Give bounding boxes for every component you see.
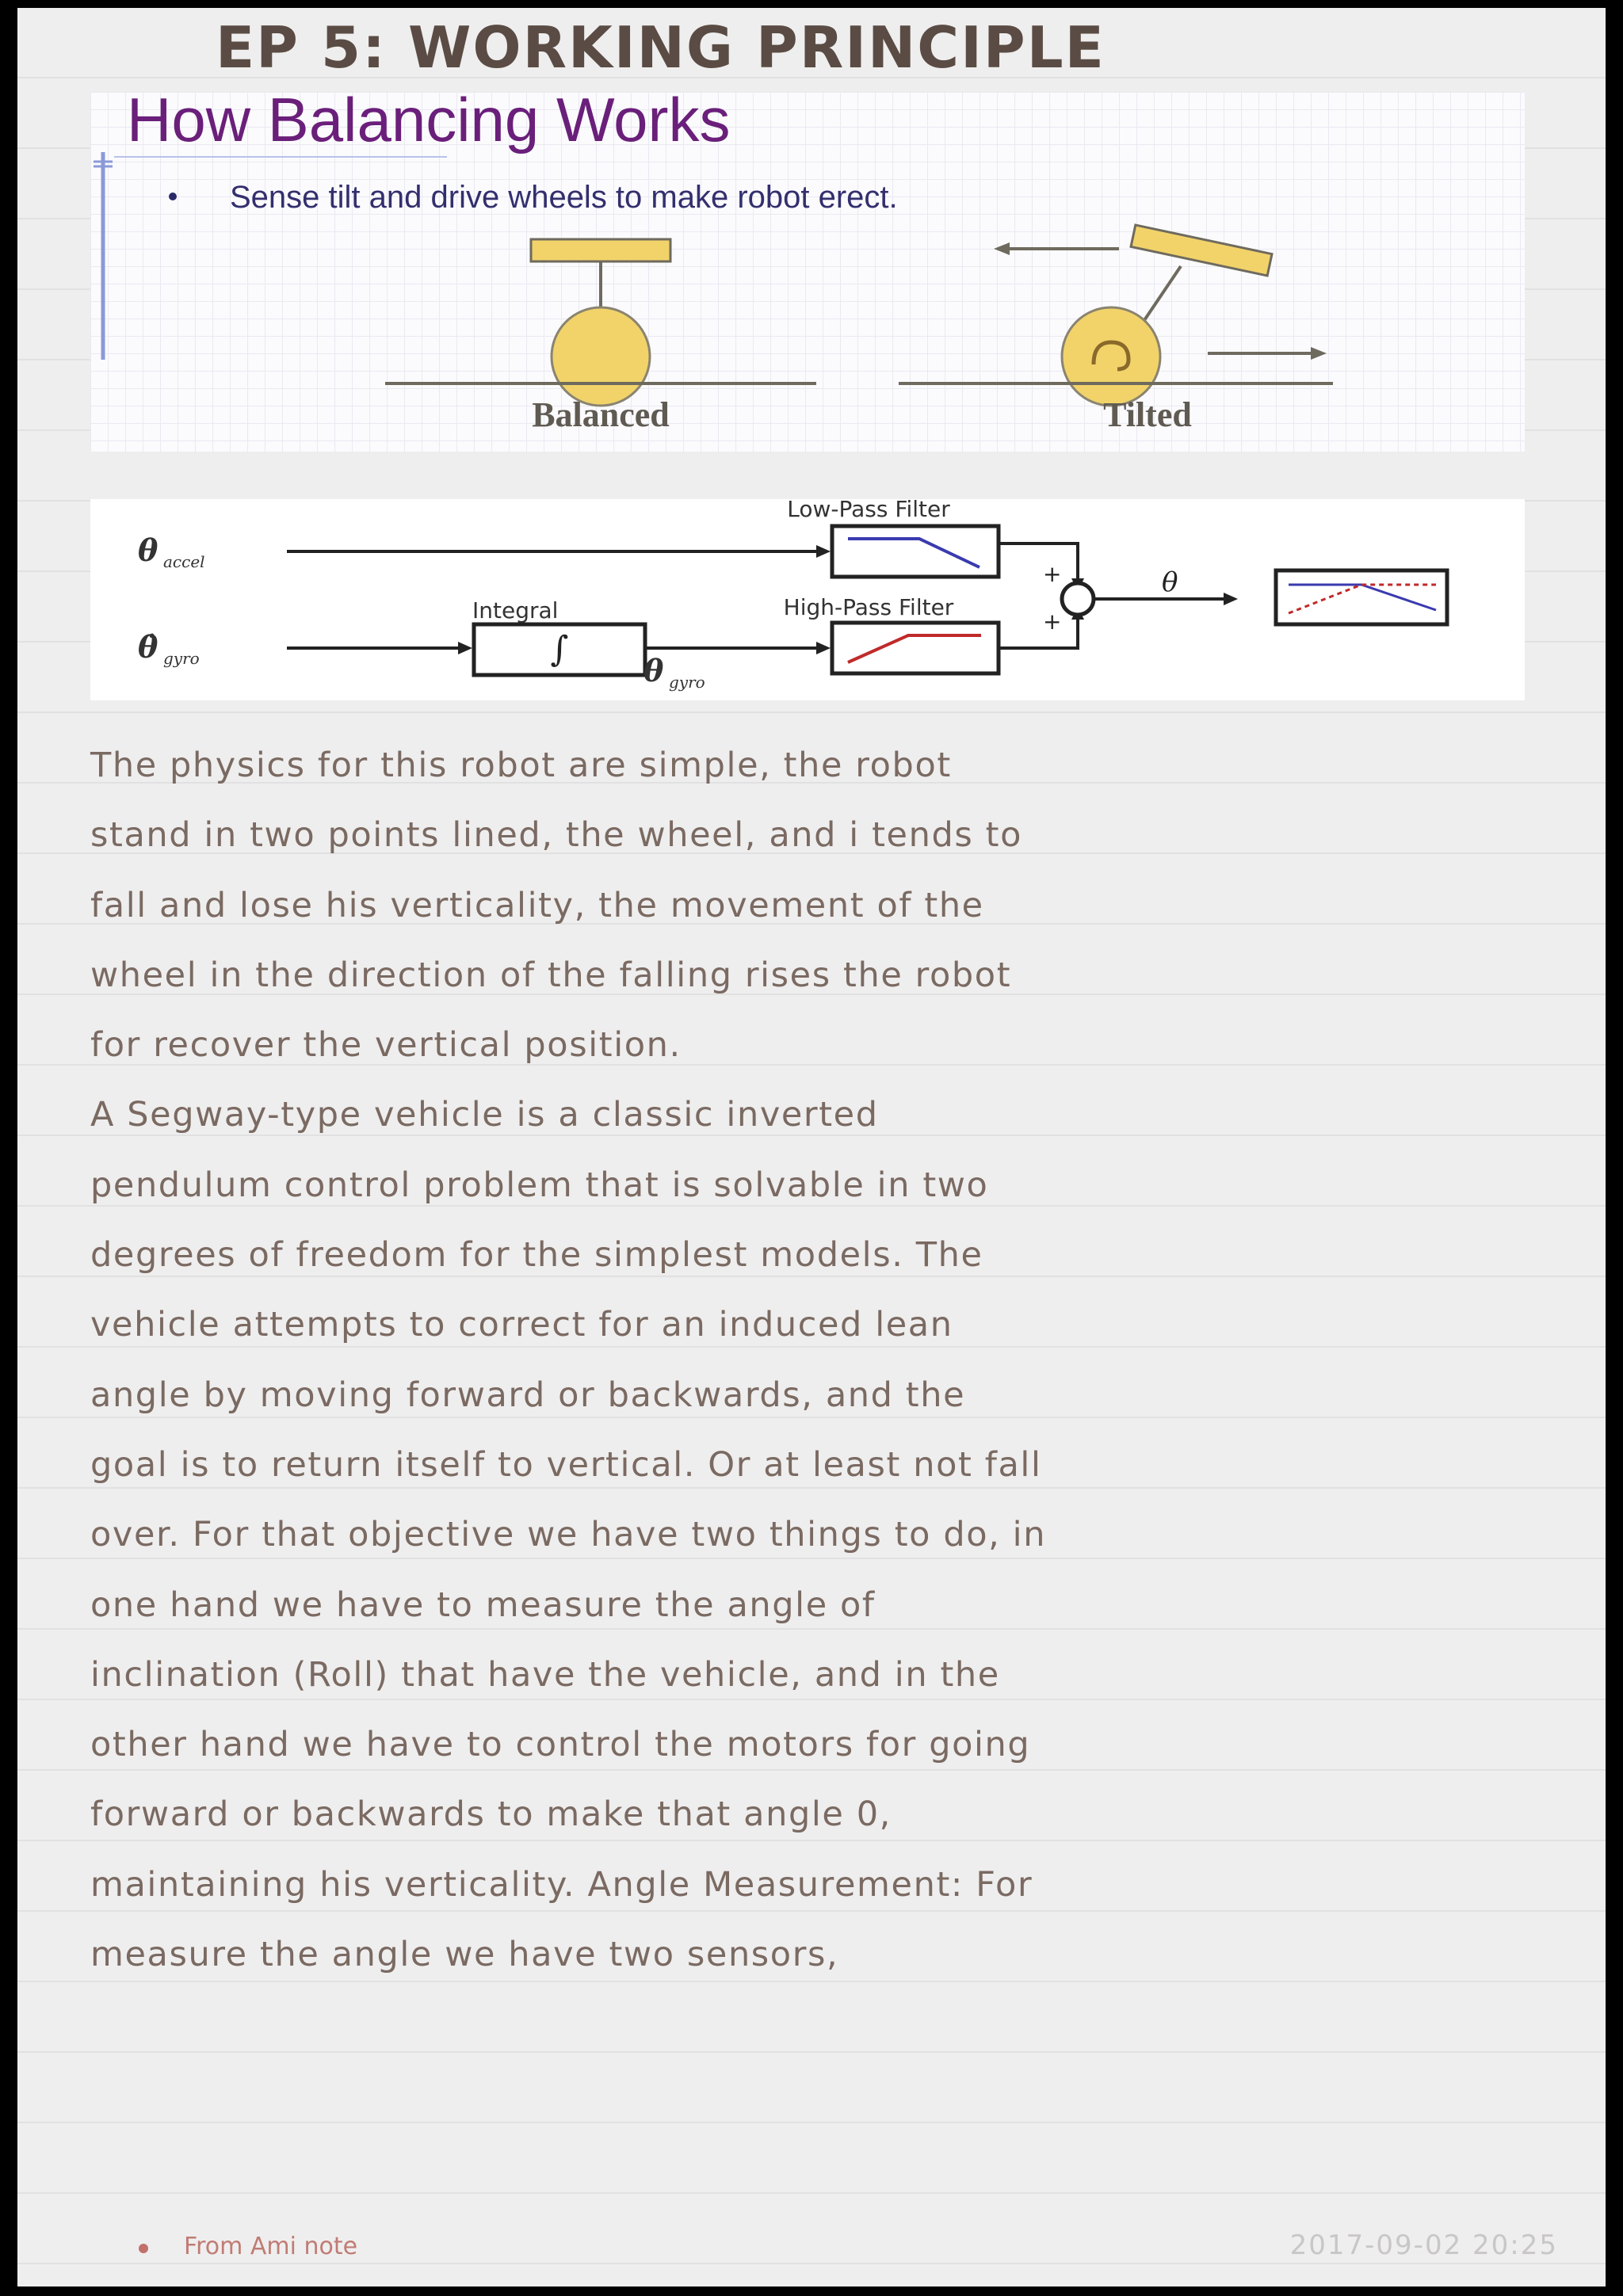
input-theta-accel: θ xyxy=(138,532,158,568)
note-source-label[interactable]: From Ami note xyxy=(184,2233,358,2260)
figure-bullet-text: Sense tilt and drive wheels to make robot erect. xyxy=(230,180,898,215)
wheel-balanced xyxy=(552,307,650,406)
plus-bottom: + xyxy=(1043,608,1062,635)
note-page xyxy=(17,8,1606,2286)
lpf-to-sum-line xyxy=(999,543,1078,583)
balancing-diagram xyxy=(90,92,1525,452)
output-theta: θ xyxy=(1162,566,1178,598)
bullet-dot xyxy=(169,193,177,200)
theta-gyro-subscript: gyro xyxy=(669,673,705,692)
balancing-figure xyxy=(90,92,1525,452)
high-pass-label: High-Pass Filter xyxy=(783,594,954,620)
output-block xyxy=(1276,570,1447,624)
pendulum-top-balanced xyxy=(531,239,670,261)
complementary-filter-diagram xyxy=(90,499,1525,700)
output-arrow-icon xyxy=(1224,593,1238,605)
tilt-arrow-head-icon xyxy=(994,242,1010,255)
low-pass-block xyxy=(832,526,999,577)
gyro-arrow-icon xyxy=(458,642,472,654)
note-timestamp: 2017-09-02 20:25 xyxy=(1289,2229,1558,2261)
label-tilted: Tilted xyxy=(1103,395,1192,434)
accel-arrow-icon xyxy=(816,545,831,558)
input-theta-dot-gyro: θ̇ xyxy=(138,629,158,665)
theta-gyro-symbol: θ xyxy=(643,653,664,688)
input-gyro-subscript: gyro xyxy=(163,649,200,668)
high-pass-block xyxy=(832,623,999,673)
figure-heading: How Balancing Works xyxy=(127,92,731,154)
wheel-tilted xyxy=(1062,307,1160,406)
source-bullet-icon xyxy=(139,2244,148,2253)
theta-gyro-arrow-icon xyxy=(816,642,831,654)
integral-label: Integral xyxy=(472,597,559,624)
hpf-to-sum-line xyxy=(999,615,1078,648)
filter-figure xyxy=(90,499,1525,700)
plus-top: + xyxy=(1043,561,1062,587)
integral-symbol: ∫ xyxy=(550,629,569,669)
summing-junction xyxy=(1062,583,1094,615)
pendulum-top-tilted xyxy=(1131,225,1272,276)
label-balanced: Balanced xyxy=(532,395,670,434)
body-text: The physics for this robot are simple, the robot stand in two points lined, the wheel, and i tends to fall and lose his verticality, the movement of the wheel in the direction of the falling rises the robot for recover the vertical position. A Segway-type vehicle is a classic inverted pendulum control problem that is solvable in two degrees of freedom for the simplest models. The vehicle attempts to correct for an induced lean angle by moving forward or backwards, and the goal is to return itself to vertical. Or at least not fall over. For that objective we have two things to do, in one hand we have to measure the angle of inclination (Roll) that have the vehicle, and in the other hand we have to control the motors for going forward or backwards to make that angle 0, maintaining his verticality. Angle Measurement: For measure the angle we have two sensors, xyxy=(90,746,1047,1975)
page-title: EP 5: WORKING PRINCIPLE xyxy=(216,14,1106,81)
drive-arrow-head-icon xyxy=(1311,347,1327,360)
input-accel-subscript: accel xyxy=(163,552,205,571)
low-pass-label: Low-Pass Filter xyxy=(787,499,950,522)
